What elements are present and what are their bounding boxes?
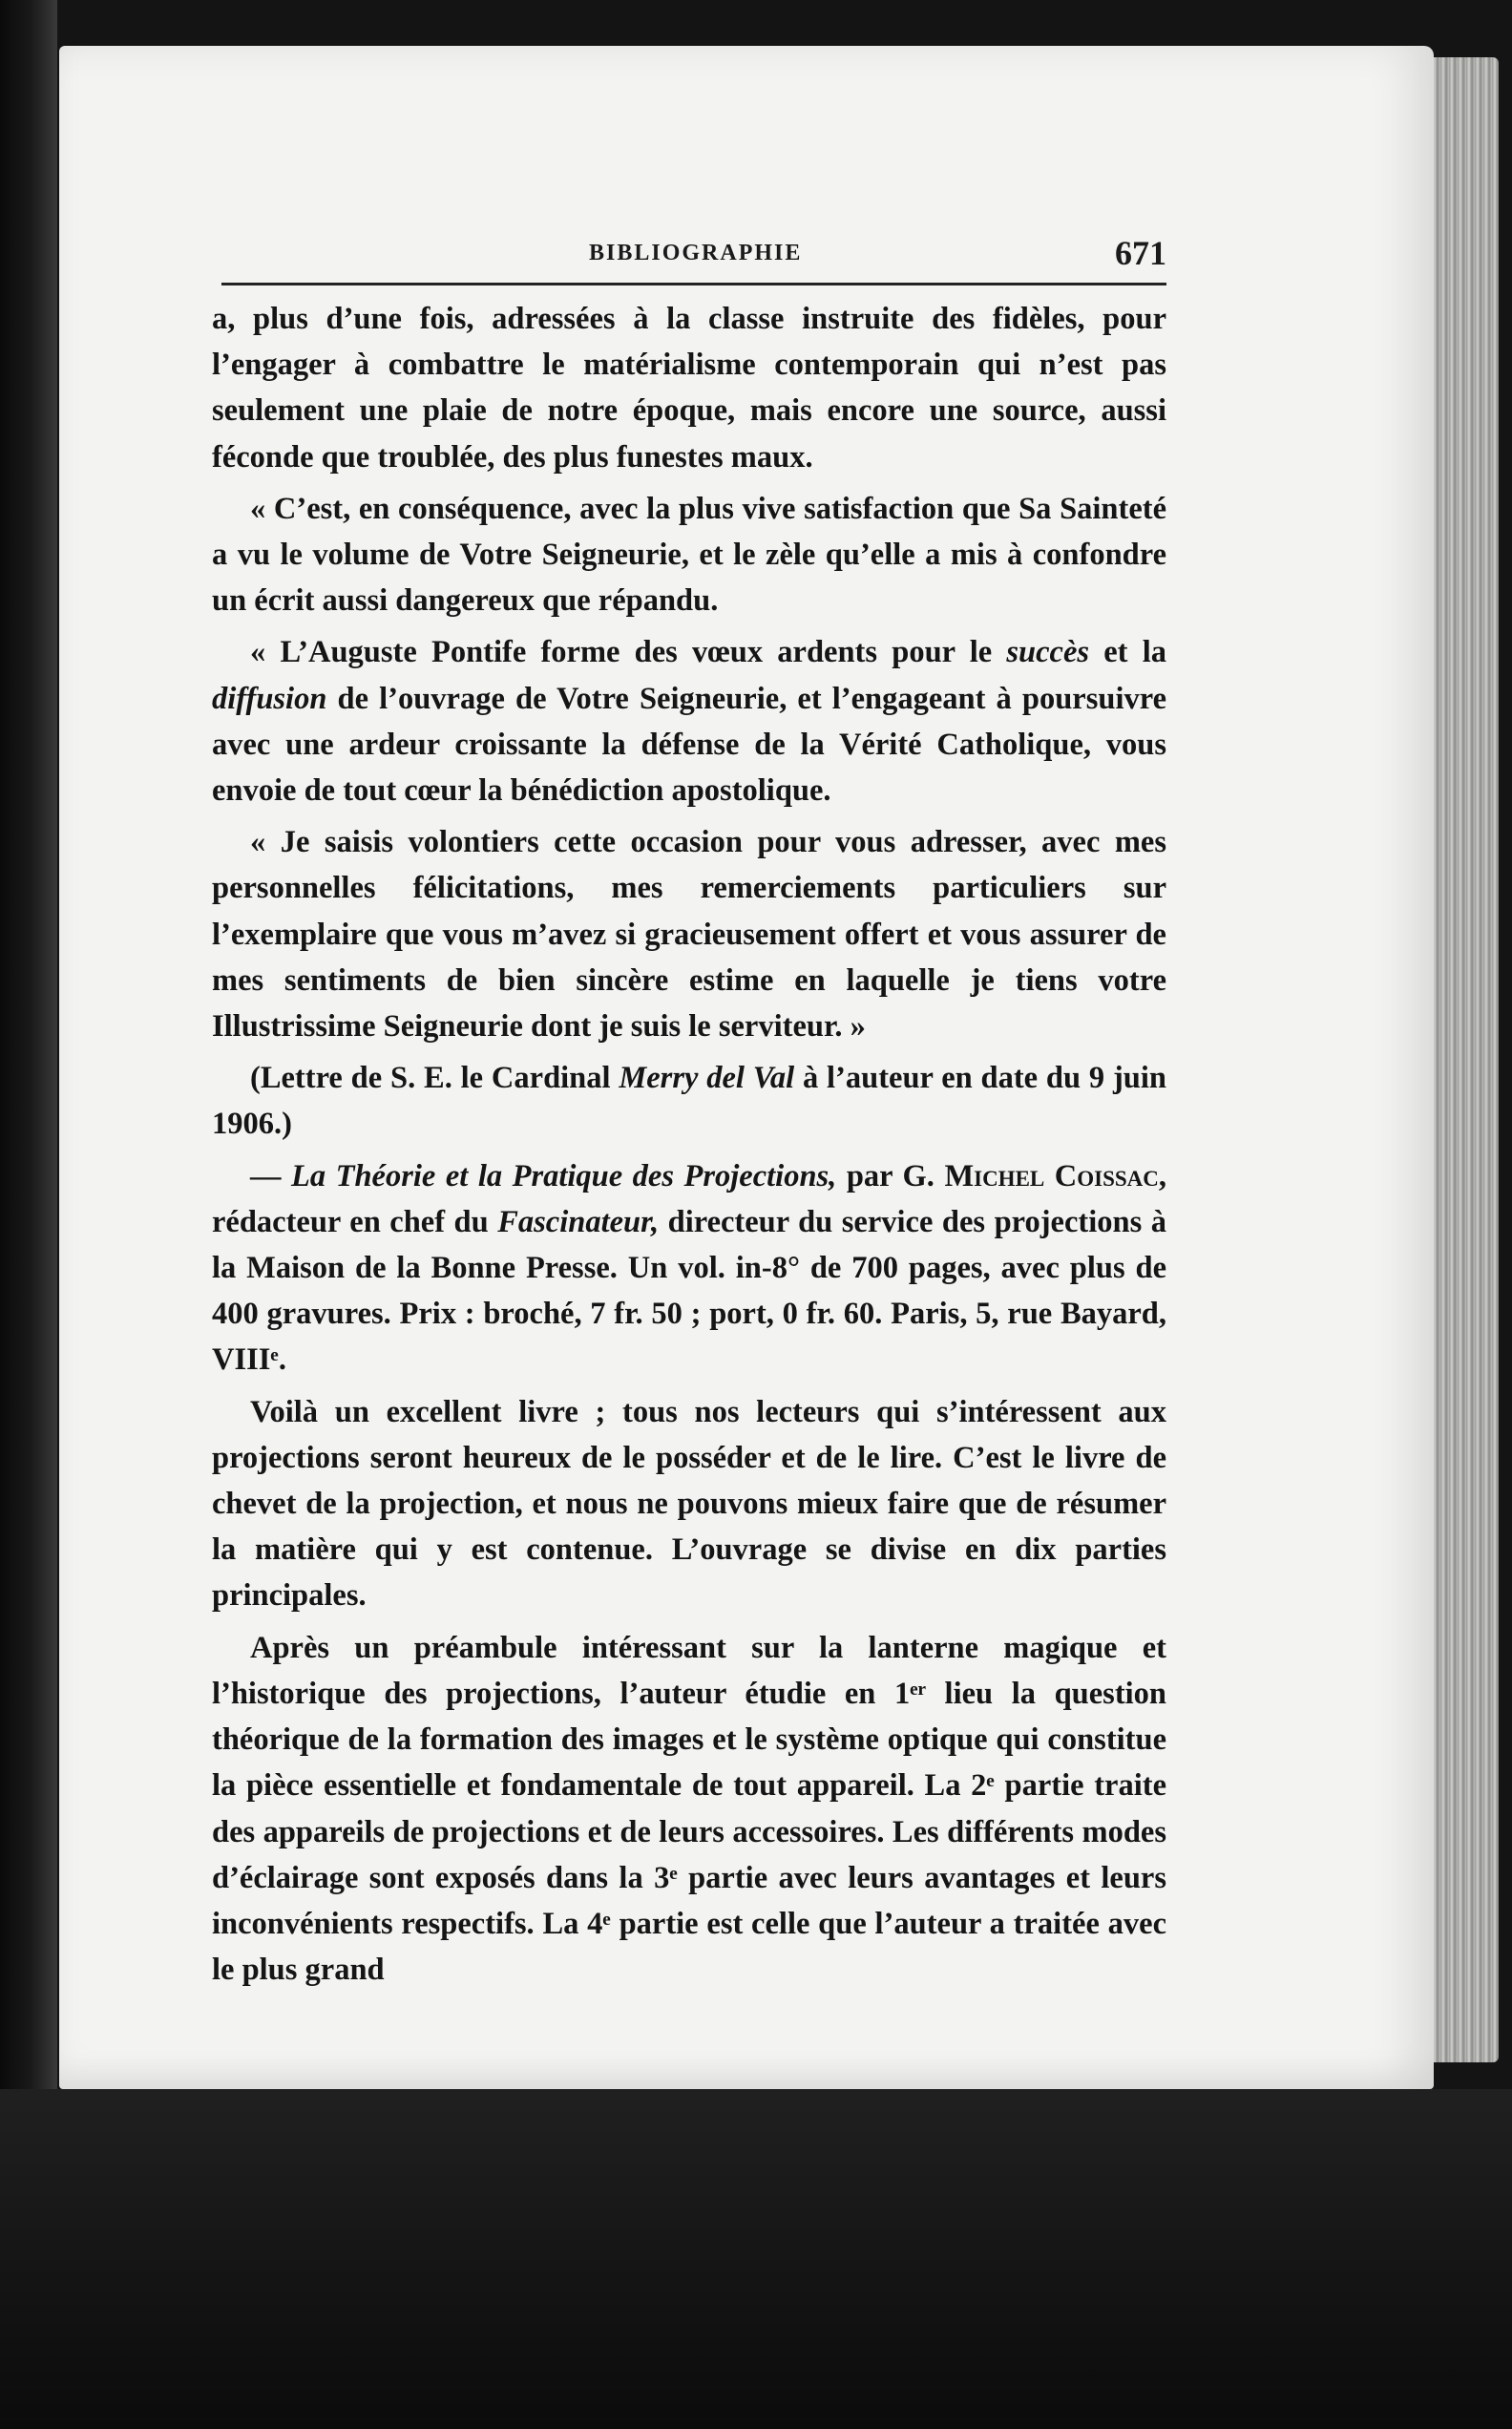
paragraph-2: « C’est, en conséquence, avec la plus vive satisfaction que Sa Sainteté a vu le volume de Votre Seigneurie, et le zèle qu’elle a mis à confondre un écrit aussi dangereux que répandu.: [212, 491, 1166, 619]
paragraph-6: [212, 1153, 1166, 1383]
text-run: de l’ouvrage de Votre Seigneurie, et l’engageant à poursuivre avec une ardeur croissante la défense de la Vérité Catholique, vous envoie de tout cœur la bénédiction apostolique.: [212, 681, 1166, 809]
text-run: à l’auteur en date du 9 juin 1906.): [212, 1061, 1166, 1142]
text-run: « L’Auguste Pontife forme des vœux ardents pour le: [250, 635, 1007, 670]
text-run: et la: [1089, 635, 1166, 670]
header-rule: [221, 283, 1166, 285]
page-number: 671: [1115, 234, 1166, 272]
author-name: Michel Coissac: [944, 1158, 1159, 1193]
running-title: BIBLIOGRAPHIE: [589, 241, 803, 265]
paragraph-5: [212, 1055, 1166, 1147]
page-edge-stack: [1432, 57, 1499, 2062]
page-header: [221, 234, 1166, 283]
text-run: (Lettre de S. E. le Cardinal: [250, 1061, 620, 1096]
text-run: —: [250, 1158, 292, 1193]
paragraph-1: a, plus d’une fois, adressées à la classe instruite des fidèles, pour l’engager à combattre le matérialisme contemporain qui n’est pas seulement une plaie de notre époque, mais encore une source, aussi féconde que troublée, des plus funestes maux.: [212, 302, 1166, 475]
body-text: [212, 296, 1166, 1993]
emphasis-cardinal-name: Merry del Val: [619, 1061, 795, 1096]
text-run: par G.: [836, 1158, 945, 1193]
text-run: directeur du service des projections à la Maison de la Bonne Presse. Un vol. in-8° de 700 pages, avec plus de 400 gravures. Prix : broché, 7 fr. 50 ; port, 0 fr. 60. Paris, 5, rue Bayard, VIIIᵉ.: [212, 1204, 1166, 1378]
emphasis-succes: succès: [1006, 635, 1090, 670]
paragraph-8: Après un préambule intéressant sur la lanterne magique et l’historique des projections, l’auteur étudie en 1ᵉʳ lieu la question théorique de la formation des images et le système optique qui constitue la pièce essentielle et fondamentale de tout appareil. La 2ᵉ partie traite des appareils de projections et de leurs accessoires. Les différents modes d’éclairage sont exposés dans la 3ᵉ partie avec leurs avantages et leurs inconvénients respectifs. La 4ᵉ partie est celle que l’auteur a traitée avec le plus grand: [212, 1630, 1166, 1988]
scan-bottom-shadow: [0, 2089, 1512, 2429]
paragraph-4: « Je saisis volontiers cette occasion pour vous adresser, avec mes personnelles félicitations, mes remerciements particuliers sur l’exemplaire que vous m’avez si gracieusement offert et vous assurer de mes sentiments de bien sincère estime en laquelle je tiens votre Illustrissime Seigneurie dont je suis le serviteur. »: [212, 825, 1166, 1045]
journal-title: Fascinateur,: [497, 1204, 660, 1239]
scan-left-shadow: [0, 0, 57, 2429]
paragraph-7: Voilà un excellent livre ; tous nos lecteurs qui s’intéressent aux projections seront heureux de le posséder et de le lire. C’est le livre de chevet de la projection, et nous ne pouvons mieux faire que de résumer la matière qui y est contenue. L’ouvrage se divise en dix parties principales.: [212, 1394, 1166, 1614]
emphasis-diffusion: diffusion: [212, 681, 327, 716]
book-title: La Théorie et la Pratique des Projections,: [291, 1158, 837, 1193]
paragraph-3: [212, 629, 1166, 813]
text-run: , rédacteur en chef du: [212, 1158, 1166, 1239]
